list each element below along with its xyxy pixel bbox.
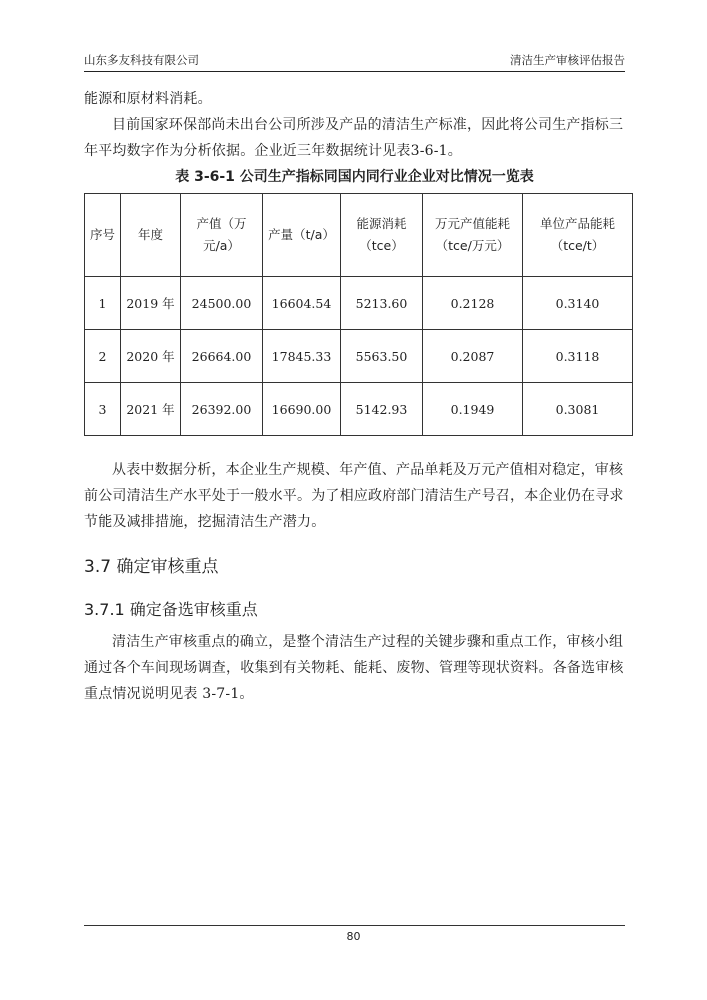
table-cell: 26392.00 (181, 383, 263, 436)
table-header-cell: 产量（t/a） (263, 194, 341, 277)
table-row (85, 330, 633, 383)
table-caption: 表 3-6-1 公司生产指标同国内同行业企业对比情况一览表 (175, 169, 534, 185)
table-cell: 5213.60 (341, 277, 423, 330)
body-paragraph-3: 清洁生产审核重点的确立，是整个清洁生产过程的关键步骤和重点工作，审核小组通过各个车间现场调查，收集到有关物耗、能耗、废物、管理等现状资料。各备选审核重点情况说明见表 3-7-1。 (84, 634, 624, 702)
table-cell: 0.1949 (423, 383, 523, 436)
header-company: 山东多友科技有限公司 (84, 53, 199, 67)
section-heading-3-7: 3.7 确定审核重点 (84, 557, 219, 577)
table-cell: 0.2087 (423, 330, 523, 383)
table-cell: 0.3140 (523, 277, 633, 330)
section-heading-3-7-1: 3.7.1 确定备选审核重点 (84, 600, 258, 619)
table-header-cell: 年度 (121, 194, 181, 277)
table-header-cell: 单位产品能耗（tce/t） (523, 194, 633, 277)
table-header-cell: 产值（万元/a） (181, 194, 263, 277)
table-cell: 2 (85, 330, 121, 383)
footer-divider (84, 925, 625, 926)
table-cell: 0.2128 (423, 277, 523, 330)
table-cell: 16604.54 (263, 277, 341, 330)
table-cell: 2020 年 (121, 330, 181, 383)
header-report-title: 清洁生产审核评估报告 (510, 53, 625, 67)
table-cell: 5563.50 (341, 330, 423, 383)
table-cell: 16690.00 (263, 383, 341, 436)
table-cell: 3 (85, 383, 121, 436)
page-header (84, 52, 625, 70)
table-header-cell: 万元产值能耗（tce/万元） (423, 194, 523, 277)
table-cell: 24500.00 (181, 277, 263, 330)
body-paragraph-1: 目前国家环保部尚未出台公司所涉及产品的清洁生产标准，因此将公司生产指标三年平均数字作为分析依据。企业近三年数据统计见表3-6-1。 (84, 117, 624, 159)
table-header-cell: 序号 (85, 194, 121, 277)
table-cell: 5142.93 (341, 383, 423, 436)
body-line-1: 能源和原材料消耗。 (84, 91, 212, 107)
table-cell: 1 (85, 277, 121, 330)
table-header-row (85, 194, 633, 277)
table-cell: 17845.33 (263, 330, 341, 383)
table-cell: 2021 年 (121, 383, 181, 436)
table-row (85, 383, 633, 436)
table-header-cell: 能源消耗（tce） (341, 194, 423, 277)
table-cell: 2019 年 (121, 277, 181, 330)
table-row (85, 277, 633, 330)
data-table (84, 193, 633, 436)
header-divider (84, 71, 625, 72)
table-cell: 0.3081 (523, 383, 633, 436)
page-number: 80 (346, 930, 361, 943)
table-cell: 26664.00 (181, 330, 263, 383)
table-cell: 0.3118 (523, 330, 633, 383)
body-paragraph-2: 从表中数据分析，本企业生产规模、年产值、产品单耗及万元产值相对稳定，审核前公司清洁生产水平处于一般水平。为了相应政府部门清洁生产号召，本企业仍在寻求节能及减排措施，挖掘清洁生产潜力。 (84, 462, 624, 530)
